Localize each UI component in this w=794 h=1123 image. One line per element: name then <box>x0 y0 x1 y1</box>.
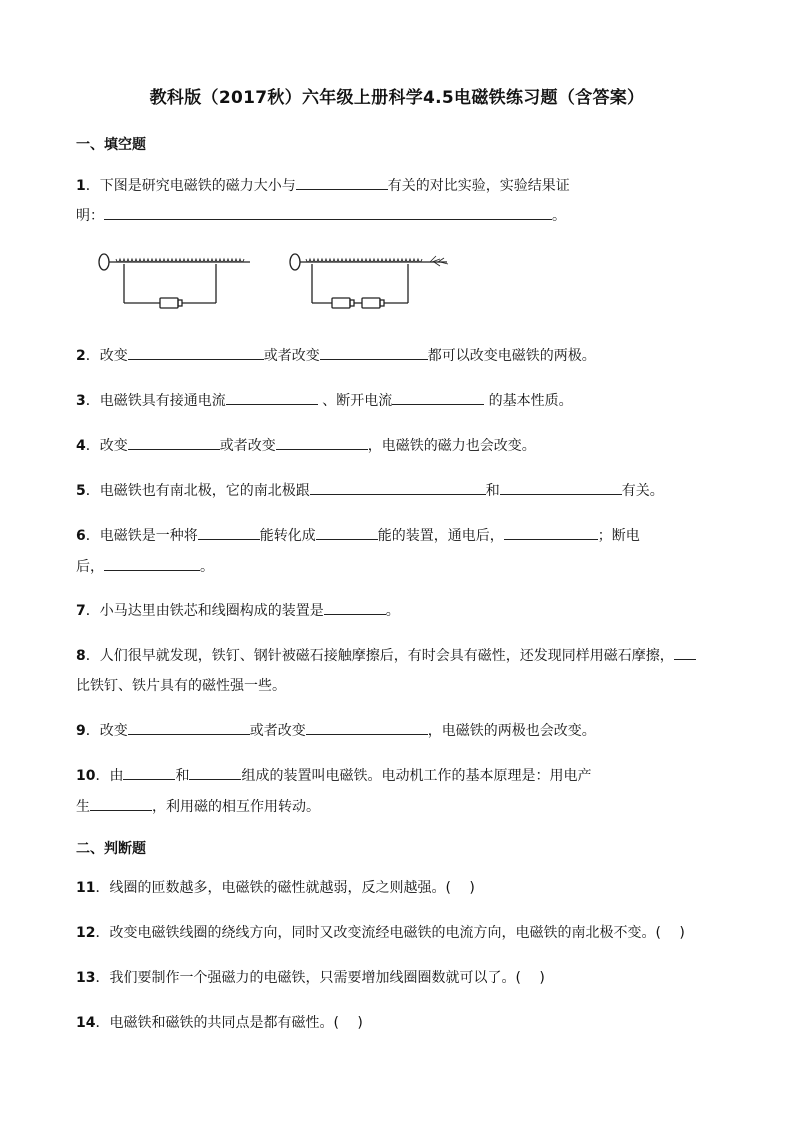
question-5: 5．电磁铁也有南北极，它的南北极跟 和 有关。 <box>76 480 664 501</box>
page-title: 教科版（2017秋）六年级上册科学4.5电磁铁练习题（含答案） <box>149 88 645 108</box>
question-12: 12．改变电磁铁线圈的绕线方向，同时又改变流经电磁铁的电流方向，电磁铁的南北极不变。( ) <box>76 925 685 941</box>
question-2: 2．改变 或者改变 都可以改变电磁铁的两极。 <box>76 345 596 366</box>
electromagnet-two-batteries <box>290 254 448 308</box>
answer-blank[interactable] <box>310 480 486 495</box>
answer-blank[interactable] <box>296 175 388 190</box>
question-6: 6．电磁铁是一种将 能转化成 能的装置，通电后， ；断电 <box>76 525 640 546</box>
question-11: 11．线圈的匝数越多，电磁铁的磁性就越弱，反之则越强。( ) <box>76 880 475 896</box>
question-3: 3．电磁铁具有接通电流 、断开电流 的基本性质。 <box>76 390 573 411</box>
answer-blank[interactable] <box>123 765 175 780</box>
answer-blank[interactable] <box>500 480 622 495</box>
section-fill-in: 一、填空题 <box>76 137 146 153</box>
question-9: 9．改变 或者改变 ，电磁铁的两极也会改变。 <box>76 720 596 741</box>
question-6-cont: 后， 。 <box>76 556 214 577</box>
question-8-cont: 比铁钉、铁片具有的磁性强一些。 <box>76 678 286 694</box>
electromagnet-one-battery <box>99 254 250 308</box>
question-8: 8．人们很早就发现，铁钉、钢针被磁石接触摩擦后，有时会具有磁性，还发现同样用磁石摩擦， <box>76 645 696 666</box>
answer-blank[interactable] <box>128 720 250 735</box>
answer-blank[interactable] <box>128 435 220 450</box>
answer-blank[interactable] <box>104 205 552 220</box>
answer-blank[interactable] <box>104 556 200 571</box>
question-13: 13．我们要制作一个强磁力的电磁铁，只需要增加线圈圈数就可以了。( ) <box>76 970 545 986</box>
answer-blank[interactable] <box>674 645 696 660</box>
section-true-false: 二、判断题 <box>76 841 146 857</box>
question-10: 10．由 和 组成的装置叫电磁铁。电动机工作的基本原理是：用电产 <box>76 765 591 786</box>
answer-blank[interactable] <box>189 765 241 780</box>
answer-blank[interactable] <box>128 345 264 360</box>
question-1: 1．下图是研究电磁铁的磁力大小与 有关的对比实验，实验结果证 <box>76 175 570 196</box>
question-4: 4．改变 或者改变 ，电磁铁的磁力也会改变。 <box>76 435 536 456</box>
answer-blank[interactable] <box>316 525 378 540</box>
answer-blank[interactable] <box>392 390 484 405</box>
answer-blank[interactable] <box>324 600 386 615</box>
answer-blank[interactable] <box>226 390 318 405</box>
answer-blank[interactable] <box>320 345 428 360</box>
answer-blank[interactable] <box>504 525 598 540</box>
answer-blank[interactable] <box>90 796 152 811</box>
answer-blank[interactable] <box>306 720 428 735</box>
question-1-cont: 明： 。 <box>76 205 566 226</box>
question-10-cont: 生 ，利用磁的相互作用转动。 <box>76 796 320 817</box>
question-7: 7．小马达里由铁芯和线圈构成的装置是 。 <box>76 600 400 621</box>
answer-blank[interactable] <box>198 525 260 540</box>
answer-blank[interactable] <box>276 435 368 450</box>
electromagnet-comparison-diagram <box>90 245 460 315</box>
question-14: 14．电磁铁和磁铁的共同点是都有磁性。( ) <box>76 1015 363 1031</box>
